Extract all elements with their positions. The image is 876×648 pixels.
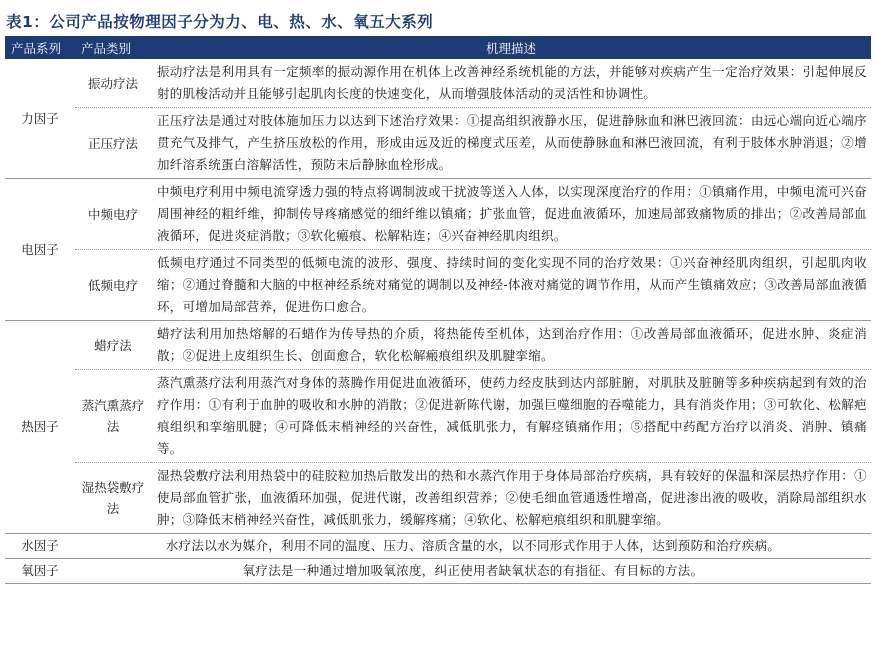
series-cell: 电因子 xyxy=(5,179,75,321)
header-mechanism: 机理描述 xyxy=(151,36,871,59)
description-cell: 湿热袋敷疗法利用热袋中的硅胶粒加热后散发出的热和水蒸汽作用于身体局部治疗疾病，具有较好的保温和深层热疗作用：①使局部血管扩张，血液循环加强，促进代谢，改善组织营养；②使毛细血管通透性增高，促进渗出液的吸收，消除局部组织水肿；③降低末梢神经兴奋性，减低肌张力，缓解疼痛；④软化、松解疤痕组织和肌腱挛缩。 xyxy=(151,463,871,534)
category-cell: 中频电疗 xyxy=(75,179,151,250)
series-cell: 力因子 xyxy=(5,59,75,179)
table-row xyxy=(5,370,871,463)
description-cell: 蜡疗法利用加热熔解的石蜡作为传导热的介质，将热能传至机体，达到治疗作用：①改善局部血液循环，促进水肿、炎症消散；②促进上皮组织生长、创面愈合，软化松解瘢痕组织及肌腱挛缩。 xyxy=(151,321,871,370)
category-cell: 低频电疗 xyxy=(75,250,151,321)
table-row xyxy=(5,179,871,250)
category-cell: 蒸汽熏蒸疗法 xyxy=(75,370,151,463)
description-cell: 中频电疗利用中频电流穿透力强的特点将调制波或干扰波等送入人体，以实现深度治疗的作用：①镇痛作用，中频电流可兴奋周围神经的粗纤维，抑制传导疼痛感觉的细纤维以镇痛；扩张血管，促进血液循环，加速局部致痛物质的排出；②改善局部血液循环，促进炎症消散；③软化瘢痕、松解粘连；④兴奋神经肌肉组织。 xyxy=(151,179,871,250)
table-title: 表1：公司产品按物理因子分为力、电、热、水、氧五大系列 xyxy=(6,13,434,31)
description-cell: 正压疗法是通过对肢体施加压力以达到下述治疗效果：①提高组织液静水压，促进静脉血和淋巴液回流：由远心端向近心端序贯充气及排气，产生挤压放松的作用，形成由远及近的梯度式压差，从而使静脉血和淋巴液回流，有利于肢体水肿消退；②增加纤溶系统蛋白溶解活性，预防末后静脉血栓形成。 xyxy=(151,108,871,179)
table-row xyxy=(5,534,871,559)
table-row xyxy=(5,321,871,370)
table-row xyxy=(5,463,871,534)
table-row xyxy=(5,59,871,108)
category-cell: 振动疗法 xyxy=(75,59,151,108)
table-row xyxy=(5,559,871,584)
header-series: 产品系列 xyxy=(5,36,75,59)
header-category: 产品类别 xyxy=(75,36,151,59)
category-cell: 正压疗法 xyxy=(75,108,151,179)
description-cell: 氧疗法是一种通过增加吸氧浓度，纠正使用者缺氧状态的有指征、有目标的方法。 xyxy=(75,559,871,584)
series-cell: 热因子 xyxy=(5,321,75,534)
table-row xyxy=(5,108,871,179)
description-cell: 水疗法以水为媒介，利用不同的温度、压力、溶质含量的水，以不同形式作用于人体，达到预防和治疗疾病。 xyxy=(75,534,871,559)
table-row xyxy=(5,250,871,321)
description-cell: 低频电疗通过不同类型的低频电流的波形、强度、持续时间的变化实现不同的治疗效果：①兴奋神经肌肉组织，引起肌肉收缩；②通过脊髓和大脑的中枢神经系统对痛觉的调制以及神经-体液对痛觉的调节作用，从而产生镇痛效应；③改善局部血液循环，可增加局部营养，促进伤口愈合。 xyxy=(151,250,871,321)
series-cell: 氧因子 xyxy=(5,559,75,584)
category-cell: 蜡疗法 xyxy=(75,321,151,370)
table-header-row xyxy=(5,36,871,59)
description-cell: 蒸汽熏蒸疗法利用蒸汽对身体的蒸腾作用促进血液循环，使药力经皮肤到达内部脏腑，对肌肤及脏腑等多种疾病起到有效的治疗作用：①有利于血肿的吸收和水肿的消散；②促进新陈代谢，加强巨噬细胞的吞噬能力，具有消炎作用；③可软化、松解疤痕组织和挛缩肌腱；④可降低末梢神经的兴奋性，减低肌张力，有解痉镇痛作用；⑤搭配中药配方治疗以消炎、消肿、镇痛等。 xyxy=(151,370,871,463)
series-cell: 水因子 xyxy=(5,534,75,559)
product-table xyxy=(5,36,871,584)
description-cell: 振动疗法是利用具有一定频率的振动源作用在机体上改善神经系统机能的方法，并能够对疾病产生一定治疗效果：引起伸展反射的肌梭活动并且能够引起肌肉长度的快速变化，从而增强肢体活动的灵活性和协调性。 xyxy=(151,59,871,108)
category-cell: 湿热袋敷疗法 xyxy=(75,463,151,534)
